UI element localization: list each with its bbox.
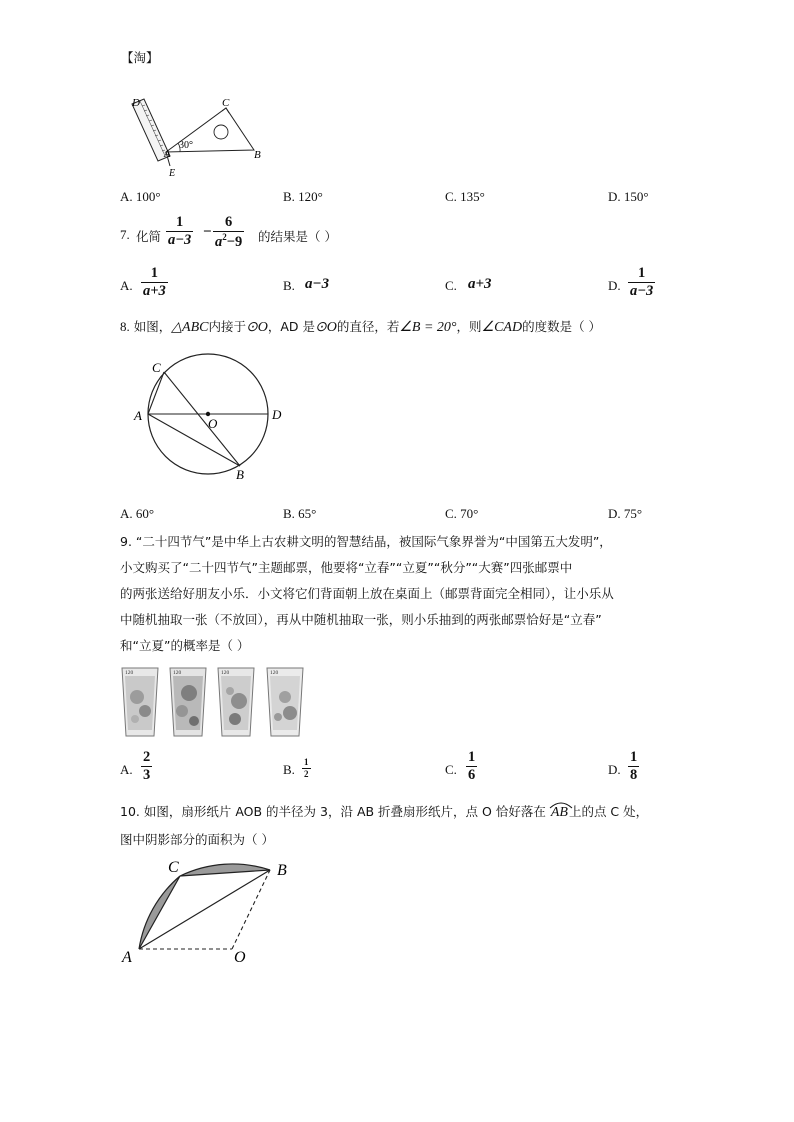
q7-prefix: 化简 <box>136 229 162 244</box>
q6-figure <box>118 92 268 182</box>
q6-option-a: A. 100° <box>120 189 161 204</box>
q7-option-c-letter: C. <box>445 278 457 293</box>
q10-stem-line2: 图中阴影部分的面积为（ ） <box>120 832 274 847</box>
q10-shaded-top <box>180 864 270 876</box>
q6-label-b: B <box>254 149 261 161</box>
stamp-image <box>121 667 159 737</box>
q6-label-d: D <box>132 97 140 109</box>
header-tag: 【淘】 <box>121 50 159 65</box>
q10-stem-line1: 10. 如图，扇形纸片 AOB 的半径为 3，沿 AB 折叠扇形纸片，点 O 恰好落在 AB上的点 C 处， <box>120 804 649 820</box>
q7-minus: − <box>203 224 212 240</box>
q9-option-c-fraction: $\frac{1}{6}$ <box>468 749 476 783</box>
q9-stem: 9. “二十四节气”是中华上古农耕文明的智慧结晶，被国际气象界誉为“中国第五大发明”， 小文购买了“二十四节气”主题邮票，他要将“立春”“立夏”“秋分”“大赛”四张邮票中 的两张送给好朋友小乐．小文将它们背面朝上放在桌面上（邮票背面完全相同），让小乐从 中随机抽取一张（不放回），再从中随机抽取一张，则小乐抽到的两张邮票恰好是“立春” 和“立夏”的概率是（ ） <box>120 534 614 653</box>
q9-option-b-fraction: $\frac{1}{2}$ <box>304 757 309 779</box>
q10-label-o: O <box>234 949 246 966</box>
q7-number: 7. <box>120 227 130 242</box>
q8-label-a: A <box>134 408 142 423</box>
q9-option-a-fraction: $\frac{2}{3}$ <box>143 749 151 783</box>
q10-figure <box>118 852 308 970</box>
q7-fraction-1: $\frac{1}{a-3}$ <box>168 214 192 248</box>
q8-label-d: D <box>272 407 282 422</box>
q6-angle-label: 30° <box>179 140 193 151</box>
stamp-image <box>266 667 304 737</box>
q8-figure <box>128 350 298 490</box>
q9-option-d-letter: D. <box>608 762 621 777</box>
q8-option-b: B. 65° <box>283 506 317 521</box>
q8-option-d: D. 75° <box>608 506 643 521</box>
q6-label-a: A <box>164 149 171 160</box>
stamp-image <box>169 667 207 737</box>
q6-label-e: E <box>169 168 176 179</box>
q8-label-o: O <box>208 416 218 431</box>
stamp-value: 120 <box>125 670 134 676</box>
q7-option-b-expr: a−3 <box>305 276 330 292</box>
q9-option-d-fraction: $\frac{1}{8}$ <box>630 749 638 783</box>
q10-label-a: A <box>122 949 132 966</box>
q7-option-d-letter: D. <box>608 278 621 293</box>
q9-option-c-letter: C. <box>445 762 457 777</box>
q6-label-c: C <box>222 97 230 109</box>
q7-option-b-letter: B. <box>283 278 295 293</box>
q7-fraction-2: $\frac{6}{a^2-9}$ <box>215 214 243 250</box>
q7-suffix: 的结果是（ ） <box>258 229 337 244</box>
q10-label-c: C <box>168 859 179 876</box>
stamp-value: 120 <box>173 670 182 676</box>
q9-option-a-letter: A. <box>120 762 133 777</box>
q8-option-c: C. 70° <box>445 506 479 521</box>
stamp-value: 120 <box>270 670 279 676</box>
q7-option-d-fraction: $\frac{1}{a-3}$ <box>630 265 654 299</box>
stamp-value: 120 <box>221 670 230 676</box>
q8-label-c: C <box>152 360 161 375</box>
q6-option-c: C. 135° <box>445 189 485 204</box>
q10-arc-ab: AB <box>550 805 569 821</box>
q10-label-b: B <box>277 862 287 879</box>
q6-option-b: B. 120° <box>283 189 323 204</box>
q7-option-a-fraction: $\frac{1}{a+3}$ <box>143 265 166 299</box>
q8-stem: 8. 如图，△ABC内接于⊙O，AD 是⊙O的直径，若∠B = 20°，则∠CAD的度数是（ ） <box>120 319 602 335</box>
q6-option-d: D. 150° <box>608 189 649 204</box>
q7-option-c-expr: a+3 <box>468 276 492 292</box>
q7-option-a-letter: A. <box>120 278 133 293</box>
stamp-image <box>217 667 255 737</box>
q10-shaded-left <box>139 876 180 949</box>
q8-option-a: A. 60° <box>120 506 155 521</box>
q9-option-b-letter: B. <box>283 762 295 777</box>
q8-label-b: B <box>236 467 244 482</box>
